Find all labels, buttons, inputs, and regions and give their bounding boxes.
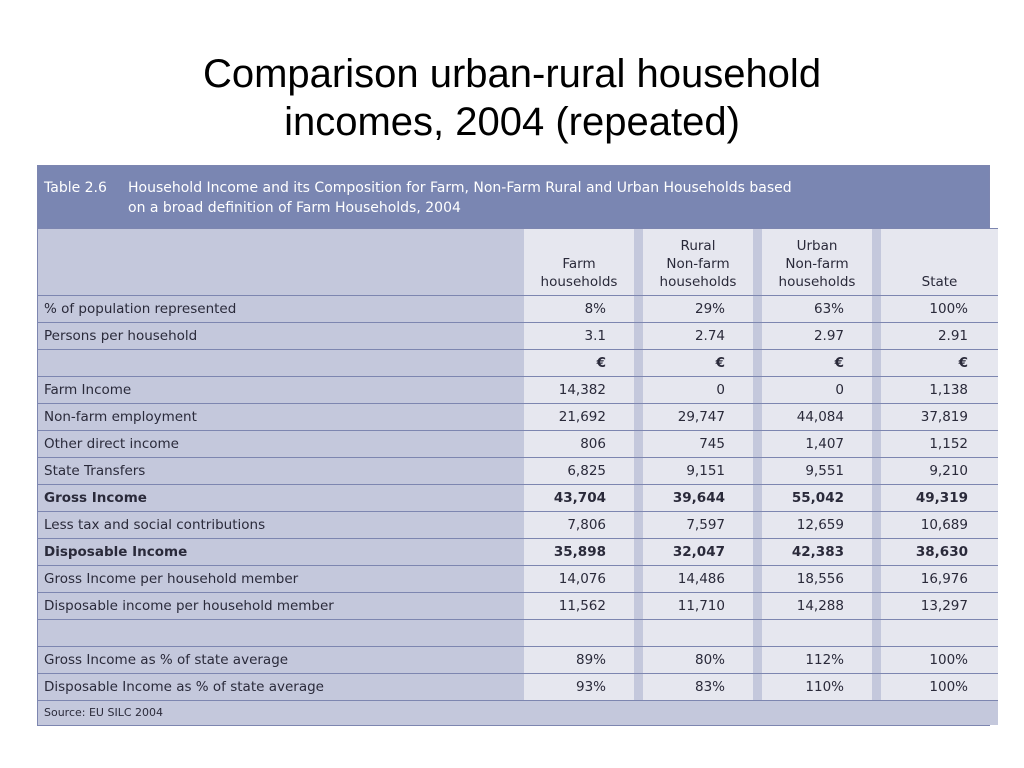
column-gap — [634, 485, 643, 512]
urban-value: 44,084 — [762, 404, 872, 431]
column-gap — [872, 593, 881, 620]
table-row — [38, 485, 998, 512]
row-label: Farm Income — [38, 377, 524, 404]
rural-value: 29% — [643, 296, 753, 323]
column-gap — [634, 404, 643, 431]
header-urban-line: households — [778, 274, 856, 290]
rural-value: 9,151 — [643, 458, 753, 485]
column-gap — [872, 404, 881, 431]
row-label: Non-farm employment — [38, 404, 524, 431]
row-label: % of population represented — [38, 296, 524, 323]
table-caption — [38, 166, 989, 228]
row-label — [38, 620, 524, 647]
farm-value: 3.1 — [524, 323, 634, 350]
state-value: 49,319 — [881, 485, 998, 512]
column-gap — [872, 296, 881, 323]
row-label: Less tax and social contributions — [38, 512, 524, 539]
farm-value: 806 — [524, 431, 634, 458]
column-gap — [872, 512, 881, 539]
table-caption-line-2: on a broad definition of Farm Households, 2004 — [128, 200, 461, 216]
table-row — [38, 350, 998, 377]
farm-value: 35,898 — [524, 539, 634, 566]
row-label: Gross Income — [38, 485, 524, 512]
column-gap — [872, 674, 881, 701]
rural-value: 39,644 — [643, 485, 753, 512]
column-gap — [634, 377, 643, 404]
urban-value: 112% — [762, 647, 872, 674]
row-label: Persons per household — [38, 323, 524, 350]
rural-value: 7,597 — [643, 512, 753, 539]
table-row — [38, 323, 998, 350]
column-gap — [872, 566, 881, 593]
slide-title — [0, 50, 1024, 146]
row-label: Disposable Income as % of state average — [38, 674, 524, 701]
header-rural — [643, 229, 753, 296]
column-gap — [634, 593, 643, 620]
table-row — [38, 647, 998, 674]
urban-value: 14,288 — [762, 593, 872, 620]
header-farm-line: households — [540, 274, 618, 290]
column-gap — [753, 566, 762, 593]
rural-value: 80% — [643, 647, 753, 674]
farm-value: € — [524, 350, 634, 377]
column-gap — [753, 458, 762, 485]
header-state-line: State — [921, 274, 958, 290]
state-value: 1,152 — [881, 431, 998, 458]
rural-value: 745 — [643, 431, 753, 458]
rural-value: 14,486 — [643, 566, 753, 593]
urban-value: 18,556 — [762, 566, 872, 593]
rural-value: 11,710 — [643, 593, 753, 620]
row-label: Disposable Income — [38, 539, 524, 566]
source-row — [38, 701, 998, 725]
table-row — [38, 674, 998, 701]
rural-value: 83% — [643, 674, 753, 701]
table-row — [38, 512, 998, 539]
row-label — [38, 350, 524, 377]
table-row — [38, 593, 998, 620]
state-value: 37,819 — [881, 404, 998, 431]
urban-value: 12,659 — [762, 512, 872, 539]
state-value: 100% — [881, 296, 998, 323]
source-note: Source: EU SILC 2004 — [38, 701, 998, 725]
table-row — [38, 620, 998, 647]
table-row — [38, 377, 998, 404]
column-gap — [753, 485, 762, 512]
column-gap — [753, 431, 762, 458]
rural-value — [643, 620, 753, 647]
header-state — [881, 229, 998, 296]
table-row — [38, 566, 998, 593]
urban-value — [762, 620, 872, 647]
slide-title-line-1: Comparison urban-rural household — [202, 52, 822, 96]
urban-value: € — [762, 350, 872, 377]
column-gap — [753, 323, 762, 350]
farm-value: 89% — [524, 647, 634, 674]
state-value: 1,138 — [881, 377, 998, 404]
state-value: 10,689 — [881, 512, 998, 539]
farm-value: 93% — [524, 674, 634, 701]
column-gap — [872, 485, 881, 512]
column-gap — [872, 539, 881, 566]
column-gap — [753, 296, 762, 323]
urban-value: 1,407 — [762, 431, 872, 458]
state-value: 13,297 — [881, 593, 998, 620]
column-gap — [753, 620, 762, 647]
row-label: State Transfers — [38, 458, 524, 485]
table-caption-text — [128, 178, 948, 218]
column-gap — [634, 539, 643, 566]
table-number: Table 2.6 — [44, 180, 107, 196]
state-value: 2.91 — [881, 323, 998, 350]
table-row — [38, 458, 998, 485]
column-gap — [872, 323, 881, 350]
slide-title-line-2: incomes, 2004 (repeated) — [284, 100, 740, 144]
column-gap — [634, 229, 643, 296]
row-label: Disposable income per household member — [38, 593, 524, 620]
state-value — [881, 620, 998, 647]
column-gap — [634, 323, 643, 350]
column-gap — [753, 647, 762, 674]
column-gap — [872, 350, 881, 377]
farm-value: 14,382 — [524, 377, 634, 404]
table-caption-line-1: Household Income and its Composition for Farm, Non-Farm Rural and Urban Households based — [128, 180, 792, 196]
state-value: 100% — [881, 647, 998, 674]
column-gap — [634, 350, 643, 377]
column-gap — [753, 229, 762, 296]
column-gap — [753, 593, 762, 620]
table-row — [38, 431, 998, 458]
column-gap — [753, 512, 762, 539]
rural-value: 32,047 — [643, 539, 753, 566]
column-gap — [634, 674, 643, 701]
farm-value: 43,704 — [524, 485, 634, 512]
column-gap — [872, 377, 881, 404]
header-rural-line: Rural — [680, 238, 716, 254]
state-value: 38,630 — [881, 539, 998, 566]
farm-value: 6,825 — [524, 458, 634, 485]
column-gap — [753, 674, 762, 701]
column-gap — [634, 431, 643, 458]
farm-value — [524, 620, 634, 647]
header-rural-line: Non-farm — [666, 256, 730, 272]
column-gap — [872, 620, 881, 647]
column-gap — [872, 431, 881, 458]
urban-value: 42,383 — [762, 539, 872, 566]
column-gap — [634, 512, 643, 539]
row-label: Gross Income per household member — [38, 566, 524, 593]
header-urban — [762, 229, 872, 296]
farm-value: 8% — [524, 296, 634, 323]
farm-value: 21,692 — [524, 404, 634, 431]
column-gap — [634, 296, 643, 323]
column-gap — [872, 458, 881, 485]
header-urban-line: Urban — [796, 238, 838, 254]
column-gap — [634, 458, 643, 485]
rural-value: 29,747 — [643, 404, 753, 431]
rural-value: 0 — [643, 377, 753, 404]
column-gap — [634, 620, 643, 647]
urban-value: 110% — [762, 674, 872, 701]
farm-value: 14,076 — [524, 566, 634, 593]
table-row — [38, 539, 998, 566]
urban-value: 9,551 — [762, 458, 872, 485]
income-table — [37, 165, 990, 726]
rural-value: € — [643, 350, 753, 377]
header-farm-line: Farm — [562, 256, 596, 272]
state-value: 100% — [881, 674, 998, 701]
column-gap — [634, 566, 643, 593]
row-label: Other direct income — [38, 431, 524, 458]
column-gap — [753, 539, 762, 566]
column-gap — [634, 647, 643, 674]
urban-value: 63% — [762, 296, 872, 323]
column-gap — [872, 229, 881, 296]
header-urban-line: Non-farm — [785, 256, 849, 272]
column-gap — [753, 350, 762, 377]
urban-value: 0 — [762, 377, 872, 404]
header-farm — [524, 229, 634, 296]
header-label-cell — [38, 229, 524, 296]
rural-value: 2.74 — [643, 323, 753, 350]
table-row — [38, 296, 998, 323]
header-rural-line: households — [659, 274, 737, 290]
column-gap — [753, 404, 762, 431]
urban-value: 2.97 — [762, 323, 872, 350]
state-value: 16,976 — [881, 566, 998, 593]
column-gap — [753, 377, 762, 404]
farm-value: 7,806 — [524, 512, 634, 539]
row-label: Gross Income as % of state average — [38, 647, 524, 674]
farm-value: 11,562 — [524, 593, 634, 620]
column-gap — [872, 647, 881, 674]
state-value: 9,210 — [881, 458, 998, 485]
data-table — [38, 228, 998, 725]
urban-value: 55,042 — [762, 485, 872, 512]
table-row — [38, 404, 998, 431]
header-row — [38, 229, 998, 296]
state-value: € — [881, 350, 998, 377]
